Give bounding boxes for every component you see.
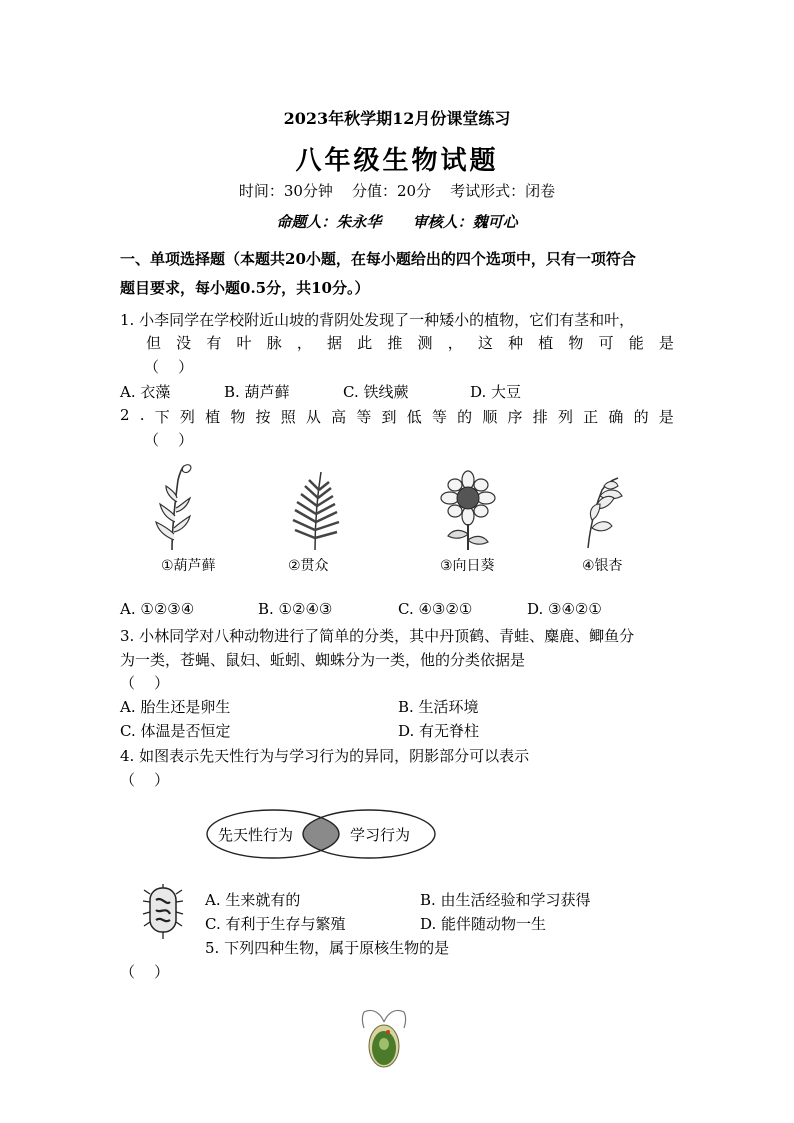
q1-word: 脉: [266, 334, 282, 352]
q1-word: ，: [447, 334, 463, 352]
q3-answer-paren: （ ）: [120, 674, 170, 692]
q4-option-c: C. 有利于生存与繁殖: [205, 915, 346, 933]
exam-subtitle: 2023年秋学期12月份课堂练习: [283, 109, 511, 128]
q2-word: 到: [381, 408, 397, 426]
q2-word: 高: [331, 408, 347, 426]
exam-authors: 命题人：朱永华 审核人：魏可心: [276, 213, 518, 231]
q1-word: 叶: [236, 334, 252, 352]
q2-option-a: A. ①②③④: [120, 600, 195, 618]
q1-word: 可: [598, 334, 614, 352]
fern-plant-image: [285, 468, 345, 550]
q2-answer-paren: （ ）: [144, 431, 194, 449]
q2-word: 正: [583, 408, 599, 426]
ginkgo-plant-image: [578, 476, 630, 548]
q2-word: 下: [154, 408, 170, 426]
q2-word: 列: [557, 408, 573, 426]
q1-word: 有: [206, 334, 222, 352]
q2-word: 按: [255, 408, 271, 426]
q2-word: 等: [356, 408, 372, 426]
q3-option-b: B. 生活环境: [398, 698, 479, 716]
q2-word: .: [139, 406, 145, 424]
section-heading-line1: 一、单项选择题（本题共20小题，在每小题给出的四个选项中，只有一项符合: [120, 250, 636, 268]
q4-option-a: A. 生来就有的: [205, 891, 301, 909]
q4-stem-line1: 4. 如图表示先天性行为与学习行为的异同，阴影部分可以表示: [120, 747, 530, 765]
q2-word: 的: [457, 408, 473, 426]
caption-ginkgo: ④银杏: [582, 558, 623, 574]
caption-fern: ②贯众: [288, 558, 329, 574]
bacterium-image: [142, 884, 184, 940]
q3-option-c: C. 体温是否恒定: [120, 722, 231, 740]
q2-word: 的: [633, 408, 649, 426]
moss-plant-image: [150, 460, 200, 552]
q2-stem-line1: [120, 406, 674, 427]
venn-left-label: 先天性行为: [218, 826, 294, 844]
q2-word: 物: [230, 408, 246, 426]
q3-stem-line2: 为一类，苍蝇、鼠妇、蚯蚓、蜘蛛分为一类，他的分类依据是: [120, 651, 526, 669]
q1-word: 此: [357, 334, 373, 352]
q4-option-d: D. 能伴随动物一生: [420, 915, 547, 933]
q1-stem-line1: 1. 小李同学在学校附近山坡的背阴处发现了一种矮小的植物，它们有茎和叶，: [120, 311, 635, 329]
q1-word: 测: [417, 334, 433, 352]
q1-word: ，: [296, 334, 312, 352]
q4-option-b: B. 由生活经验和学习获得: [420, 891, 591, 909]
q2-word: 排: [532, 408, 548, 426]
q1-option-d: D. 大豆: [470, 383, 522, 401]
q2-word: 低: [406, 408, 422, 426]
q1-word: 是: [658, 334, 674, 352]
q1-word: 植: [538, 334, 554, 352]
q1-word: 据: [327, 334, 343, 352]
q2-word: 照: [280, 408, 296, 426]
q2-word: 从: [305, 408, 321, 426]
q2-word: 是: [658, 408, 674, 426]
q1-word: 没: [176, 334, 192, 352]
q2-word: 2: [120, 406, 130, 424]
q2-word: 植: [205, 408, 221, 426]
q1-word: 能: [628, 334, 644, 352]
q1-word: 这: [477, 334, 493, 352]
q3-option-a: A. 胎生还是卵生: [120, 698, 231, 716]
sunflower-plant-image: [430, 470, 506, 550]
q2-option-d: D. ③④②①: [527, 600, 602, 618]
venn-right-label: 学习行为: [350, 826, 411, 844]
q1-word: 推: [387, 334, 403, 352]
q1-word: 但: [146, 334, 162, 352]
q2-word: 序: [507, 408, 523, 426]
caption-moss: ①葫芦藓: [161, 558, 216, 574]
alga-image: [358, 1006, 410, 1070]
q1-stem-line2: [146, 332, 674, 353]
exam-info: 时间：30分钟 分值：20分 考试形式：闭卷: [238, 182, 556, 200]
q2-option-b: B. ①②④③: [258, 600, 333, 618]
q1-option-a: A. 衣藻: [120, 383, 171, 401]
q2-word: 列: [179, 408, 195, 426]
q2-word: 顺: [482, 408, 498, 426]
section-heading-line2: 题目要求，每小题0.5分，共10分。）: [120, 279, 370, 297]
q2-word: 确: [608, 408, 624, 426]
q3-stem-line1: 3. 小林同学对八种动物进行了简单的分类，其中丹顶鹤、青蛙、麋鹿、鲫鱼分: [120, 627, 635, 645]
q1-option-c: C. 铁线蕨: [343, 383, 409, 401]
q5-stem-line1: 5. 下列四种生物，属于原核生物的是: [205, 939, 450, 957]
q1-word: 种: [508, 334, 524, 352]
exam-title: 八年级生物试题: [295, 146, 499, 176]
q1-answer-paren: （ ）: [144, 358, 194, 376]
q2-word: 等: [431, 408, 447, 426]
q1-option-b: B. 葫芦藓: [224, 383, 290, 401]
q3-option-d: D. 有无脊柱: [398, 722, 480, 740]
q1-word: 物: [568, 334, 584, 352]
caption-sunflower: ③向日葵: [440, 558, 495, 574]
q5-answer-paren: （ ）: [120, 963, 170, 981]
q4-answer-paren: （ ）: [120, 771, 170, 789]
q2-option-c: C. ④③②①: [398, 600, 473, 618]
